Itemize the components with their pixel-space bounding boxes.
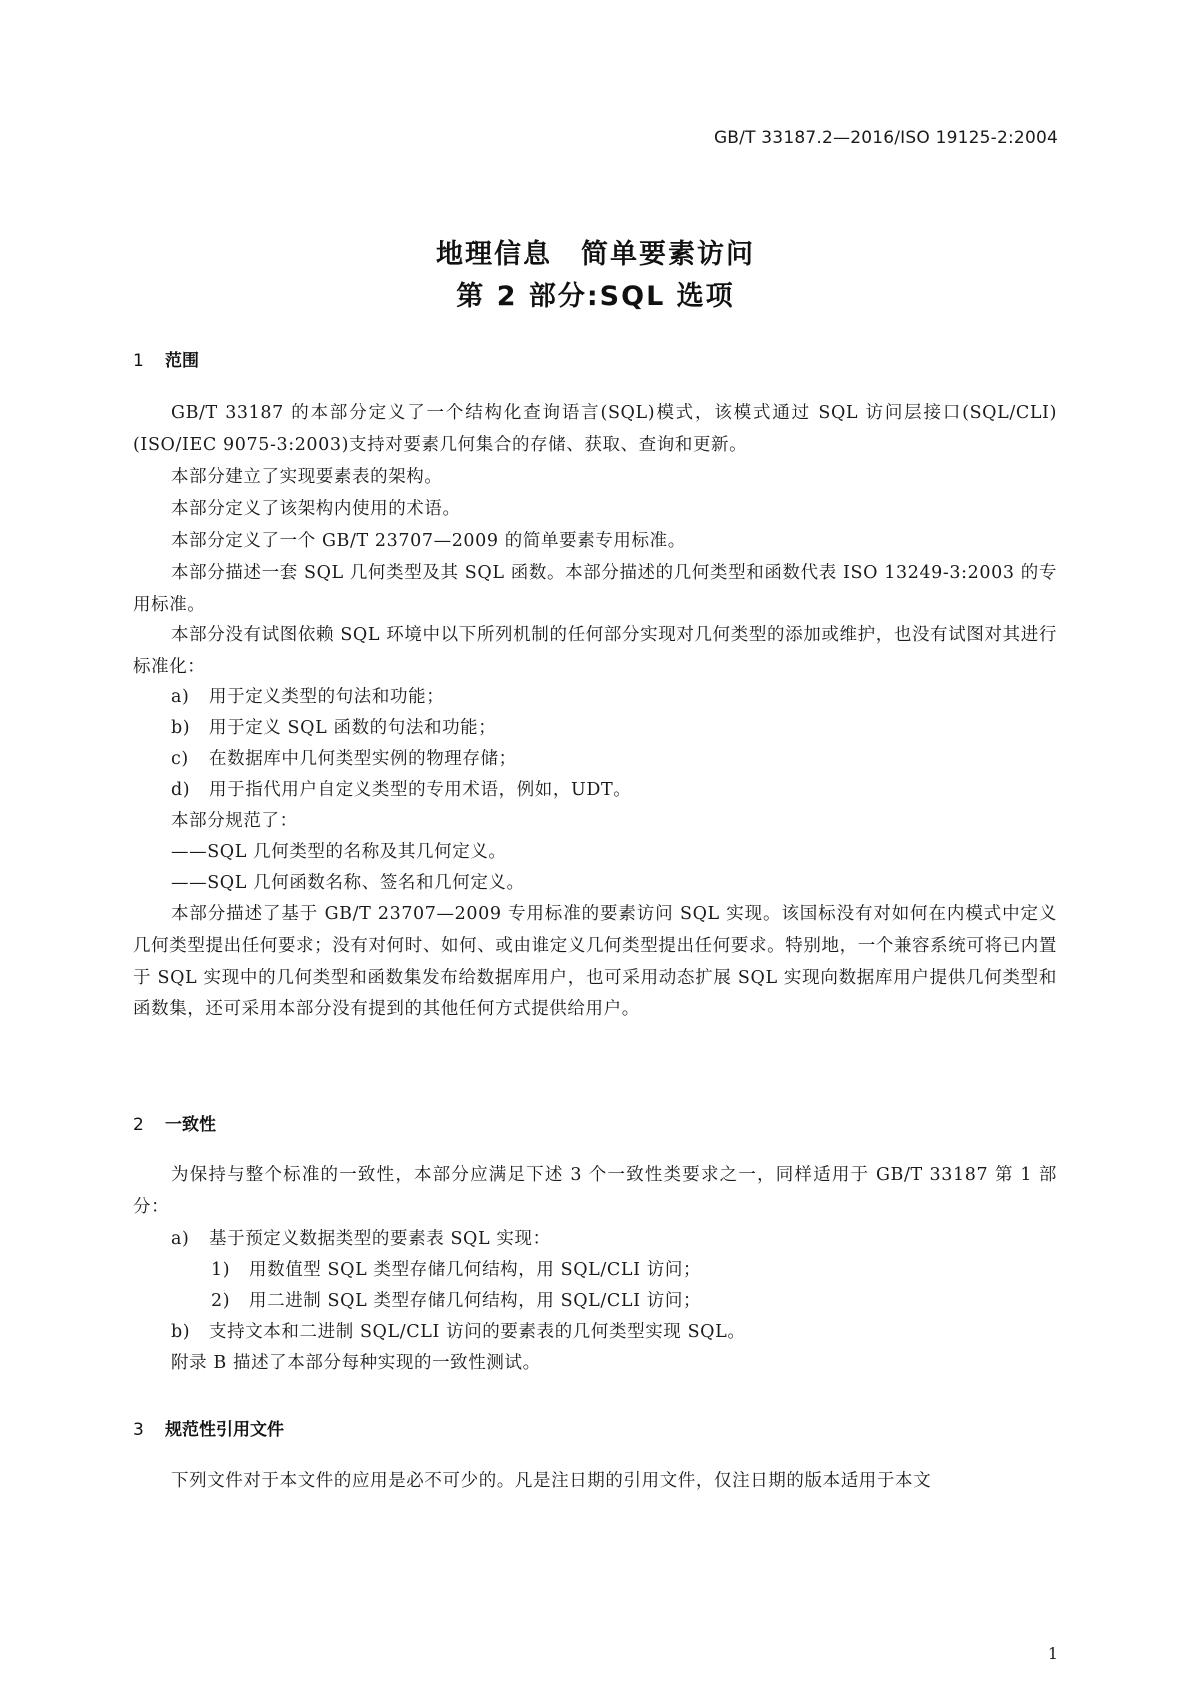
list-item-text: 用于定义类型的句法和功能； bbox=[209, 687, 445, 707]
list-item bbox=[171, 713, 496, 744]
list-item-mark: b) bbox=[171, 718, 191, 738]
list-item bbox=[171, 1224, 551, 1255]
section-3-number: 3 bbox=[133, 1420, 144, 1440]
section-1-paragraph-2: 本部分建立了实现要素表的架构。 bbox=[171, 467, 443, 487]
section-1-paragraph-4: 本部分定义了一个 GB/T 23707—2009 的简单要素专用标准。 bbox=[171, 531, 686, 551]
list-item-text: 用于定义 SQL 函数的句法和功能； bbox=[209, 718, 497, 738]
section-3-title: 规范性引用文件 bbox=[165, 1420, 284, 1440]
list-item bbox=[171, 775, 631, 806]
list-item-text: 用于指代用户自定义类型的专用术语，例如，UDT。 bbox=[209, 780, 632, 800]
section-1-paragraph-6: 本部分没有试图依赖 SQL 环境中以下所列机制的任何部分实现对几何类型的添加或维护，也没有试图对其进行标准化： bbox=[133, 625, 1057, 677]
section-1-paragraph-8: 本部分描述了基于 GB/T 23707—2009 专用标准的要素访问 SQL 实现。该国标没有对如何在内模式中定义几何类型提出任何要求；没有对何时、如何、或由谁定义几何类型提出任何要求。特别地，一个兼容系统可将已内置于 SQL 实现中的几何类型和函数集发布给数据库用户，也可采用动态扩展 SQL 实现向数据库用户提供几何类型和函数集，还可采用本部分没有提到的其他任何方式提供给用户。 bbox=[133, 904, 1057, 1020]
list-item-text: 用二进制 SQL 类型存储几何结构，用 SQL/CLI 访问； bbox=[249, 1291, 702, 1311]
section-1-paragraph-5: 本部分描述一套 SQL 几何类型及其 SQL 函数。本部分描述的几何类型和函数代表 ISO 13249-3:2003 的专用标准。 bbox=[133, 563, 1057, 615]
section-1-heading bbox=[133, 346, 199, 371]
section-3-heading bbox=[133, 1415, 284, 1440]
list-item-mark: a) bbox=[171, 687, 190, 707]
section-3-paragraph-1: 下列文件对于本文件的应用是必不可少的。凡是注日期的引用文件，仅注日期的版本适用于本文 bbox=[171, 1471, 932, 1491]
list-item bbox=[171, 744, 517, 775]
dash-item: ——SQL 几何类型的名称及其几何定义。 bbox=[171, 842, 507, 862]
page-number: 1 bbox=[1047, 1644, 1058, 1663]
standard-number: GB/T 33187.2—2016/ISO 19125-2:2004 bbox=[713, 128, 1058, 148]
list-item-mark: b) bbox=[171, 1322, 191, 1342]
section-2-heading bbox=[133, 1110, 216, 1135]
list-item bbox=[171, 1317, 745, 1348]
list-item-text: 用数值型 SQL 类型存储几何结构，用 SQL/CLI 访问； bbox=[249, 1260, 702, 1280]
list-item bbox=[211, 1255, 701, 1286]
list-item bbox=[211, 1286, 701, 1317]
list-item-mark: c) bbox=[171, 749, 189, 769]
section-1-paragraph-1: GB/T 33187 的本部分定义了一个结构化查询语言(SQL)模式，该模式通过 SQL 访问层接口(SQL/CLI)(ISO/IEC 9075-3:2003)支持对要素几何集合的存储、获取、查询和更新。 bbox=[133, 403, 1057, 455]
document-title-line2: 第 2 部分:SQL 选项 bbox=[456, 281, 735, 312]
section-2-title: 一致性 bbox=[165, 1115, 216, 1135]
list-item-mark: 1) bbox=[211, 1260, 231, 1280]
section-1-paragraph-3: 本部分定义了该架构内使用的术语。 bbox=[171, 499, 461, 519]
section-2-paragraph-1: 为保持与整个标准的一致性，本部分应满足下述 3 个一致性类要求之一，同样适用于 GB/T 33187 第 1 部分： bbox=[133, 1165, 1057, 1217]
list-item-text: 支持文本和二进制 SQL/CLI 访问的要素表的几何类型实现 SQL。 bbox=[209, 1322, 746, 1342]
dash-item: ——SQL 几何函数名称、签名和几何定义。 bbox=[171, 873, 525, 893]
list-item-text: 在数据库中几何类型实例的物理存储； bbox=[209, 749, 517, 769]
section-2-number: 2 bbox=[133, 1115, 144, 1135]
section-1-title: 范围 bbox=[165, 351, 199, 371]
list-item-mark: a) bbox=[171, 1229, 190, 1249]
list-item-text: 基于预定义数据类型的要素表 SQL 实现： bbox=[209, 1229, 551, 1249]
list-item-mark: 2) bbox=[211, 1291, 231, 1311]
section-1-paragraph-7: 本部分规范了： bbox=[171, 811, 298, 831]
section-1-number: 1 bbox=[133, 351, 144, 371]
list-item bbox=[171, 682, 444, 713]
document-title-line1: 地理信息 简单要素访问 bbox=[436, 239, 755, 270]
section-2-paragraph-2: 附录 B 描述了本部分每种实现的一致性测试。 bbox=[171, 1353, 541, 1373]
list-item-mark: d) bbox=[171, 780, 191, 800]
